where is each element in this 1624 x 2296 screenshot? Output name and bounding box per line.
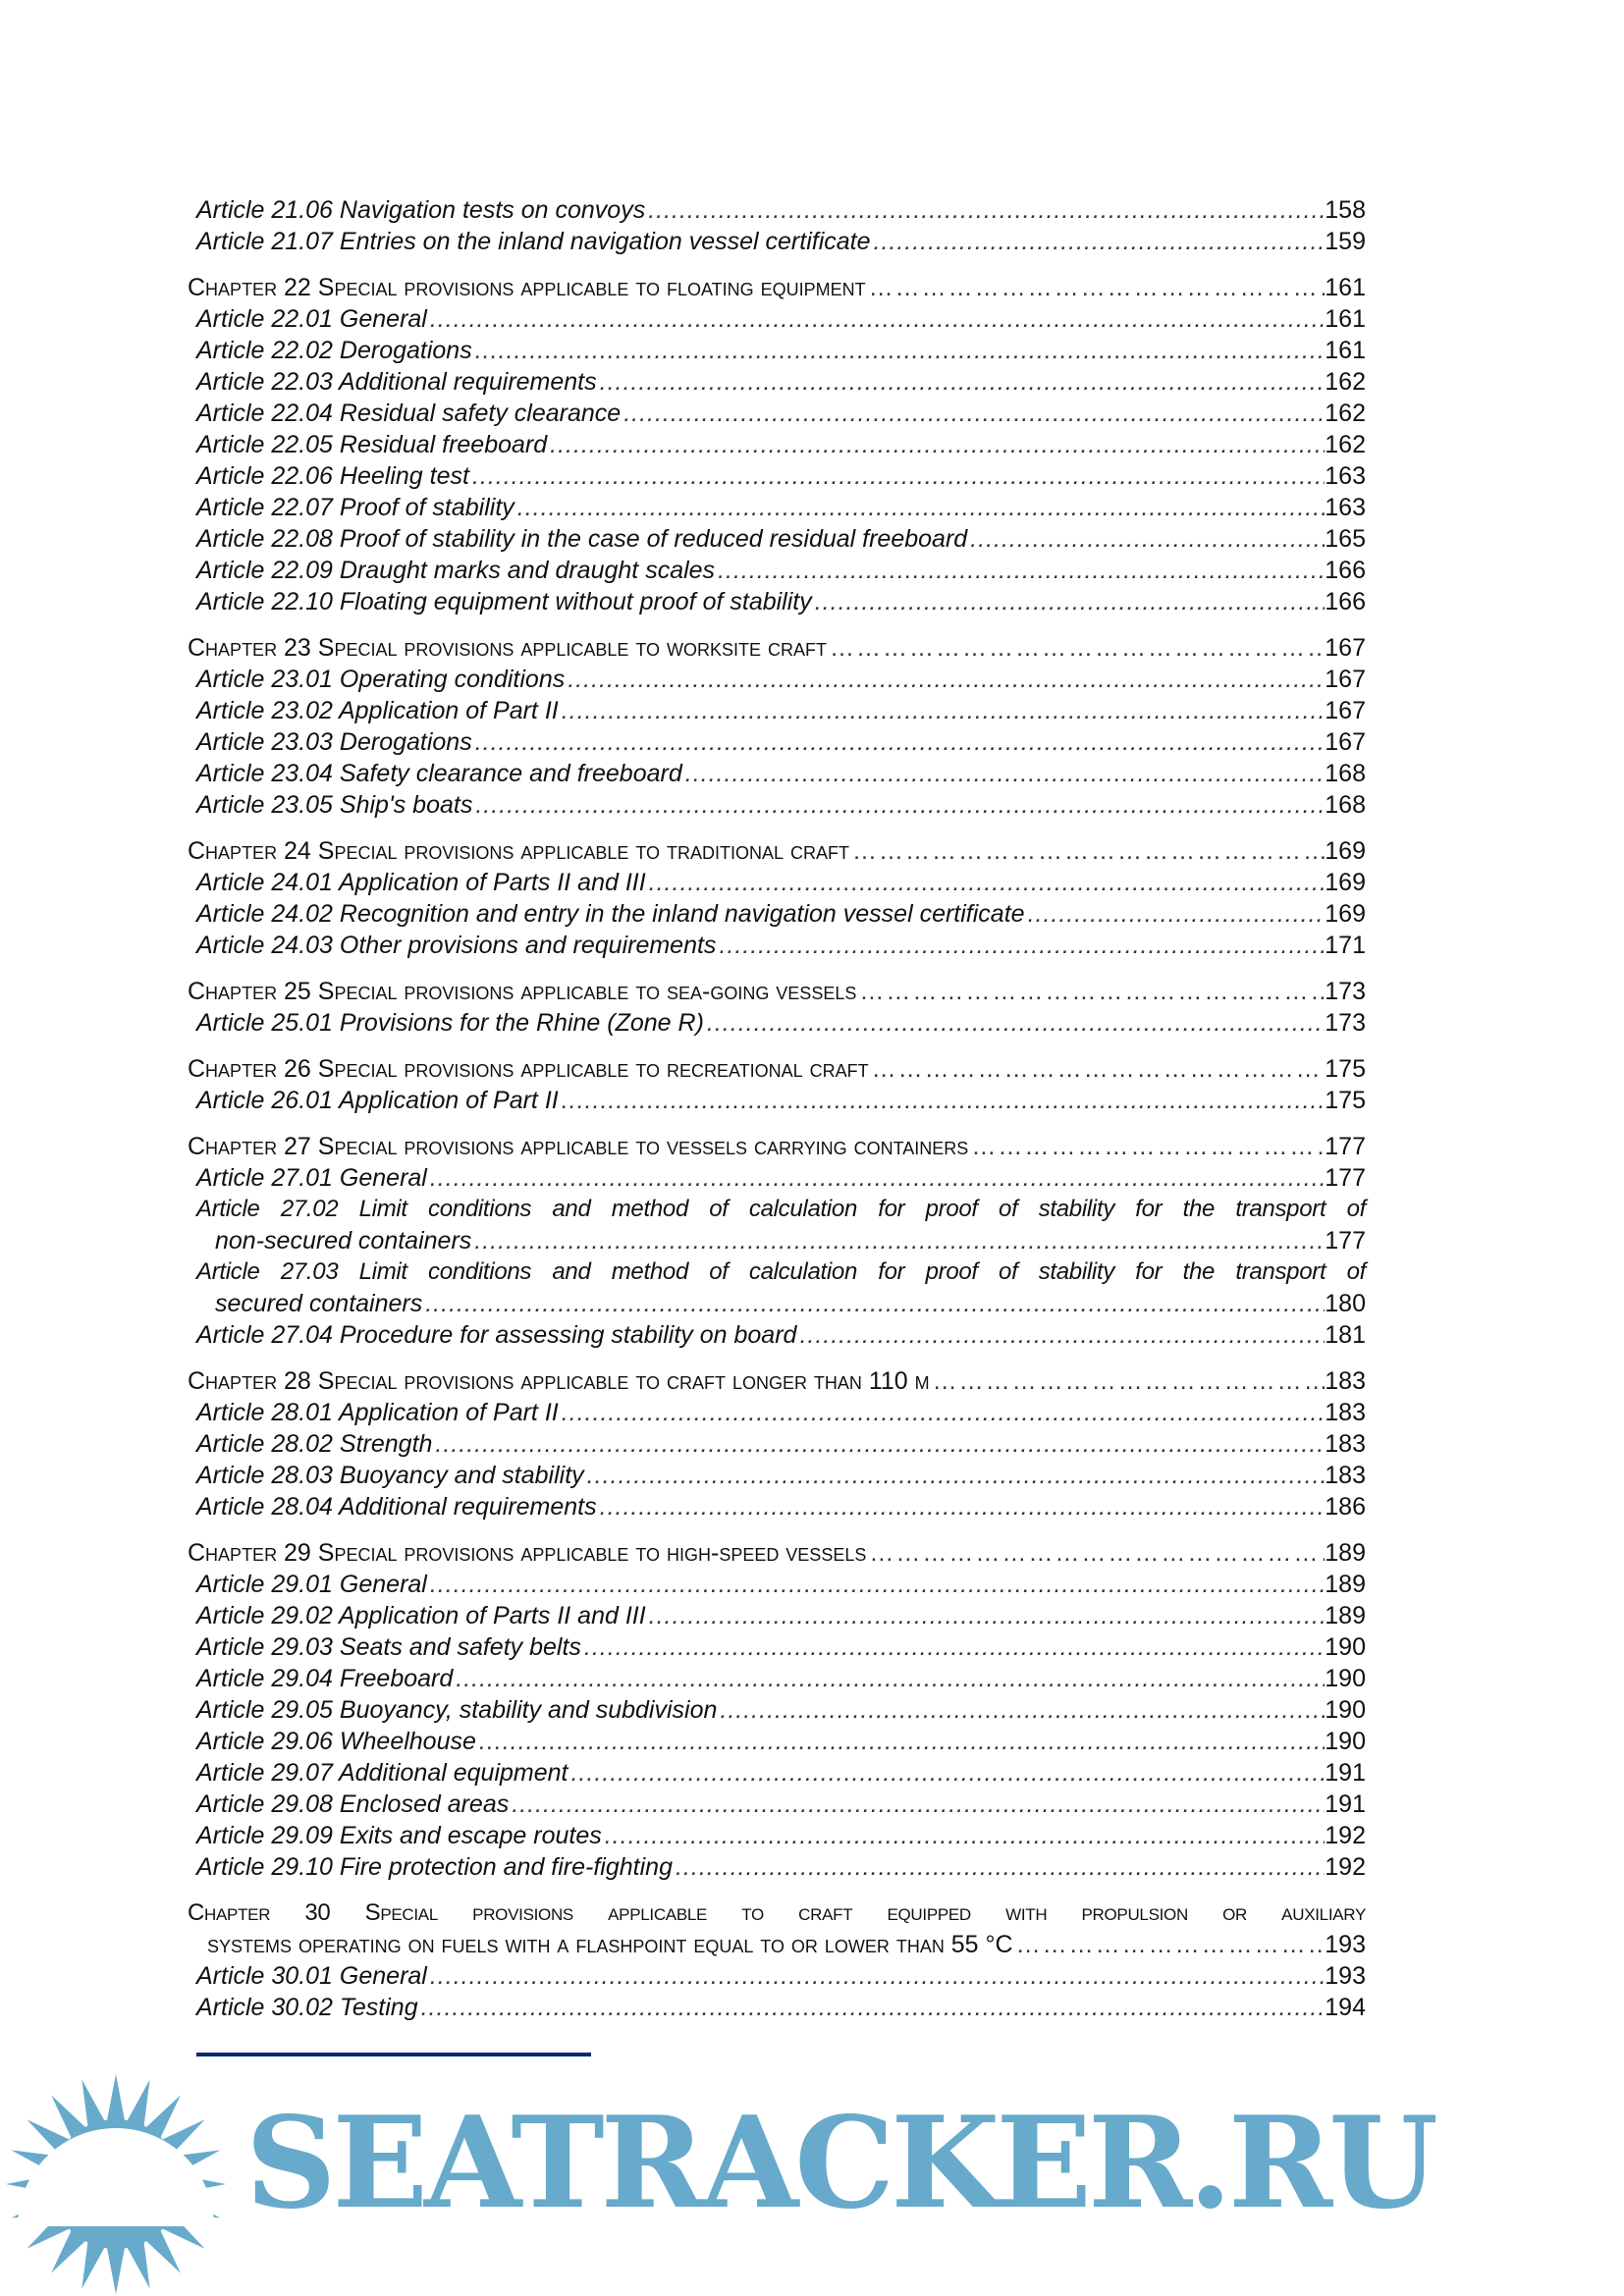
page-number: 163 bbox=[1325, 462, 1366, 490]
article-entry[interactable] bbox=[188, 586, 1366, 617]
dot-leader bbox=[796, 1319, 1325, 1351]
article-title: Article 28.01 Application of Part II bbox=[196, 1399, 559, 1426]
article-entry-continuation[interactable] bbox=[188, 1225, 1366, 1256]
chapter-entry[interactable] bbox=[188, 835, 1366, 867]
article-entry[interactable] bbox=[188, 1319, 1366, 1351]
chapter-entry[interactable] bbox=[188, 632, 1366, 664]
dot-leader bbox=[869, 1053, 1326, 1085]
chapter-entry[interactable] bbox=[188, 1365, 1366, 1397]
dot-leader bbox=[427, 1960, 1325, 1992]
dot-leader bbox=[871, 226, 1326, 257]
page-number: 173 bbox=[1325, 1009, 1366, 1037]
article-title: Article 22.08 Proof of stability in the case of reduced residual freeboard bbox=[196, 525, 968, 553]
article-title: Article 22.04 Residual safety clearance bbox=[196, 400, 622, 427]
article-title: Article 29.04 Freeboard bbox=[196, 1665, 454, 1692]
article-title: Article 23.01 Operating conditions bbox=[196, 666, 566, 693]
page-number: 158 bbox=[1325, 196, 1366, 224]
article-title: Article 24.03 Other provisions and requirements bbox=[196, 932, 717, 959]
page-number: 163 bbox=[1325, 494, 1366, 521]
article-title: Article 23.04 Safety clearance and freeboard bbox=[196, 760, 682, 787]
page-number: 190 bbox=[1325, 1665, 1366, 1692]
chapter-entry[interactable] bbox=[188, 1537, 1366, 1569]
article-title: Article 23.05 Ship's boats bbox=[196, 791, 473, 819]
dot-leader bbox=[427, 1569, 1325, 1600]
article-entry[interactable] bbox=[188, 1569, 1366, 1600]
article-title: Article 26.01 Application of Part II bbox=[196, 1087, 559, 1114]
page-number: 168 bbox=[1325, 760, 1366, 787]
page-number: 183 bbox=[1325, 1462, 1366, 1489]
article-entry[interactable] bbox=[188, 1460, 1366, 1491]
page-number: 189 bbox=[1325, 1602, 1366, 1629]
article-entry[interactable] bbox=[188, 460, 1366, 492]
article-entry[interactable] bbox=[188, 1428, 1366, 1460]
chapter-title: Chapter 22 Special provisions applicable to floating equipment bbox=[188, 274, 866, 301]
article-title-continuation: non-secured containers bbox=[215, 1227, 472, 1255]
chapter-title: Chapter 26 Special provisions applicable to recreational craft bbox=[188, 1055, 869, 1083]
chapter-entry[interactable] bbox=[188, 976, 1366, 1007]
page-number: 175 bbox=[1325, 1087, 1366, 1114]
dot-leader bbox=[849, 835, 1325, 867]
article-entry[interactable] bbox=[188, 726, 1366, 758]
page-number: 161 bbox=[1325, 305, 1366, 333]
page-number: 171 bbox=[1325, 932, 1366, 959]
dot-leader bbox=[514, 492, 1326, 523]
article-title: Article 29.03 Seats and safety belts bbox=[196, 1633, 581, 1661]
article-entry[interactable] bbox=[188, 1491, 1366, 1522]
dot-leader bbox=[427, 1162, 1325, 1194]
chapter-title-continuation: systems operating on fuels with a flashpoint equal to or lower than 55 °C bbox=[207, 1931, 1013, 1958]
page-number: 161 bbox=[1325, 274, 1366, 301]
chapter-title: Chapter 30 Special provisions applicable to craft equipped with propulsion or auxiliary bbox=[188, 1899, 1366, 1926]
article-entry[interactable] bbox=[188, 1600, 1366, 1631]
article-title: Article 29.10 Fire protection and fire-fighting bbox=[196, 1853, 673, 1881]
page-number: 167 bbox=[1325, 634, 1366, 662]
page-number: 193 bbox=[1325, 1962, 1366, 1990]
article-entry[interactable] bbox=[188, 1820, 1366, 1851]
page-number: 162 bbox=[1325, 368, 1366, 396]
article-title: Article 29.05 Buoyancy, stability and subdivision bbox=[196, 1696, 718, 1724]
article-title: Article 24.01 Application of Parts II and III bbox=[196, 869, 646, 896]
article-title: Article 29.07 Additional equipment bbox=[196, 1759, 568, 1787]
page-number: 175 bbox=[1325, 1055, 1366, 1083]
dot-leader bbox=[1013, 1929, 1326, 1960]
article-title: Article 23.02 Application of Part II bbox=[196, 697, 559, 724]
article-title: Article 22.02 Derogations bbox=[196, 337, 472, 364]
dot-leader bbox=[682, 758, 1326, 789]
page-number: 191 bbox=[1325, 1759, 1366, 1787]
page-number: 169 bbox=[1325, 869, 1366, 896]
article-title: Article 29.06 Wheelhouse bbox=[196, 1728, 476, 1755]
dot-leader bbox=[453, 1663, 1325, 1694]
article-title: Article 27.04 Procedure for assessing stability on board bbox=[196, 1321, 797, 1349]
dot-leader bbox=[717, 1694, 1325, 1726]
article-entry[interactable] bbox=[188, 1162, 1366, 1194]
page-number: 168 bbox=[1325, 791, 1366, 819]
dot-leader bbox=[469, 460, 1325, 492]
page-number: 169 bbox=[1325, 837, 1366, 865]
footnote-separator bbox=[196, 2053, 591, 2056]
article-entry[interactable] bbox=[188, 867, 1366, 898]
article-entry[interactable] bbox=[188, 366, 1366, 398]
page-number: 183 bbox=[1325, 1399, 1366, 1426]
article-title: Article 28.03 Buoyancy and stability bbox=[196, 1462, 584, 1489]
page-number: 162 bbox=[1325, 431, 1366, 458]
dot-leader bbox=[1025, 898, 1326, 930]
article-title: Article 21.06 Navigation tests on convoys bbox=[196, 196, 646, 224]
page-number: 189 bbox=[1325, 1539, 1366, 1567]
page-number: 161 bbox=[1325, 337, 1366, 364]
article-entry[interactable] bbox=[188, 758, 1366, 789]
article-entry[interactable] bbox=[188, 1694, 1366, 1726]
page-number: 177 bbox=[1325, 1227, 1366, 1255]
watermark-logo: SEATRACKER.RU bbox=[245, 2090, 1435, 2237]
page-number: 190 bbox=[1325, 1728, 1366, 1755]
dot-leader bbox=[856, 976, 1325, 1007]
dot-leader bbox=[967, 523, 1325, 555]
article-entry[interactable] bbox=[188, 695, 1366, 726]
page-number: 166 bbox=[1325, 557, 1366, 584]
article-title: Article 30.01 General bbox=[196, 1962, 427, 1990]
page-number: 194 bbox=[1325, 1994, 1366, 2021]
article-entry[interactable] bbox=[188, 1789, 1366, 1820]
chapter-title: Chapter 24 Special provisions applicable to traditional craft bbox=[188, 837, 849, 865]
dot-leader bbox=[597, 366, 1326, 398]
page-number: 162 bbox=[1325, 400, 1366, 427]
article-entry[interactable] bbox=[188, 1992, 1366, 2023]
dot-leader bbox=[565, 664, 1325, 695]
page-number: 189 bbox=[1325, 1571, 1366, 1598]
page-number: 167 bbox=[1325, 666, 1366, 693]
article-entry[interactable] bbox=[188, 1757, 1366, 1789]
article-entry[interactable] bbox=[188, 789, 1366, 821]
chapter-entry[interactable] bbox=[188, 272, 1366, 303]
article-title: Article 24.02 Recognition and entry in the inland navigation vessel certificate bbox=[196, 900, 1025, 928]
article-entry[interactable] bbox=[188, 898, 1366, 930]
dot-leader bbox=[568, 1757, 1325, 1789]
article-title: Article 21.07 Entries on the inland navigation vessel certificate bbox=[196, 228, 871, 255]
article-entry[interactable] bbox=[188, 1007, 1366, 1039]
article-entry[interactable] bbox=[188, 1397, 1366, 1428]
page-number: 192 bbox=[1325, 1822, 1366, 1849]
page-number: 167 bbox=[1325, 697, 1366, 724]
article-title: Article 25.01 Provisions for the Rhine (Zone R) bbox=[196, 1009, 704, 1037]
dot-leader bbox=[812, 586, 1326, 617]
dot-leader bbox=[432, 1428, 1325, 1460]
dot-leader bbox=[427, 303, 1325, 335]
article-title: Article 22.06 Heeling test bbox=[196, 462, 469, 490]
article-title: Article 29.08 Enclosed areas bbox=[196, 1790, 510, 1818]
page-number: 190 bbox=[1325, 1633, 1366, 1661]
article-entry[interactable] bbox=[188, 555, 1366, 586]
dot-leader bbox=[602, 1820, 1326, 1851]
article-entry[interactable] bbox=[188, 1726, 1366, 1757]
article-entry[interactable] bbox=[188, 303, 1366, 335]
dot-leader bbox=[645, 194, 1325, 226]
page-number: 173 bbox=[1325, 978, 1366, 1005]
dot-leader bbox=[673, 1851, 1325, 1883]
dot-leader bbox=[584, 1460, 1326, 1491]
article-title: Article 28.02 Strength bbox=[196, 1430, 433, 1458]
page-number: 186 bbox=[1325, 1493, 1366, 1521]
chapter-title: Chapter 23 Special provisions applicable to worksite craft bbox=[188, 634, 827, 662]
page-number: 165 bbox=[1325, 525, 1366, 553]
chapter-title: Chapter 29 Special provisions applicable to high-speed vessels bbox=[188, 1539, 867, 1567]
dot-leader bbox=[547, 429, 1325, 460]
article-title: Article 27.01 General bbox=[196, 1164, 427, 1192]
dot-leader bbox=[472, 335, 1326, 366]
article-title: Article 30.02 Testing bbox=[196, 1994, 418, 2021]
article-entry[interactable] bbox=[188, 1851, 1366, 1883]
page-number: 169 bbox=[1325, 900, 1366, 928]
article-title: Article 22.07 Proof of stability bbox=[196, 494, 514, 521]
article-entry[interactable] bbox=[188, 1194, 1366, 1225]
page-number: 181 bbox=[1325, 1321, 1366, 1349]
article-title: Article 29.09 Exits and escape routes bbox=[196, 1822, 602, 1849]
article-title: Article 29.01 General bbox=[196, 1571, 427, 1598]
page-number: 177 bbox=[1325, 1164, 1366, 1192]
article-title: Article 27.02 Limit conditions and method of calculation for proof of stability for the transport of bbox=[196, 1196, 1366, 1222]
chapter-title: Chapter 28 Special provisions applicable to craft longer than 110 m bbox=[188, 1367, 930, 1395]
article-entry[interactable] bbox=[188, 1085, 1366, 1116]
article-title: Article 29.02 Application of Parts II and III bbox=[196, 1602, 646, 1629]
dot-leader bbox=[716, 930, 1325, 961]
article-entry[interactable] bbox=[188, 1631, 1366, 1663]
dot-leader bbox=[715, 555, 1325, 586]
article-entry[interactable] bbox=[188, 1960, 1366, 1992]
article-entry[interactable] bbox=[188, 429, 1366, 460]
article-title: Article 27.03 Limit conditions and method of calculation for proof of stability for the transport of bbox=[196, 1258, 1366, 1285]
article-title: Article 23.03 Derogations bbox=[196, 728, 472, 756]
page-number: 192 bbox=[1325, 1853, 1366, 1881]
dot-leader bbox=[646, 1600, 1326, 1631]
dot-leader bbox=[471, 1225, 1325, 1256]
article-title: Article 22.03 Additional requirements bbox=[196, 368, 597, 396]
article-title: Article 22.09 Draught marks and draught scales bbox=[196, 557, 716, 584]
chapter-title: Chapter 27 Special provisions applicable to vessels carrying containers bbox=[188, 1133, 969, 1160]
page-number: 183 bbox=[1325, 1430, 1366, 1458]
page-number: 166 bbox=[1325, 588, 1366, 615]
article-title-continuation: secured containers bbox=[215, 1290, 423, 1317]
chapter-entry[interactable] bbox=[188, 1053, 1366, 1085]
dot-leader bbox=[559, 1397, 1326, 1428]
dot-leader bbox=[646, 867, 1326, 898]
article-entry[interactable] bbox=[188, 1256, 1366, 1288]
article-entry[interactable] bbox=[188, 1663, 1366, 1694]
dot-leader bbox=[827, 632, 1325, 664]
dot-leader bbox=[472, 789, 1325, 821]
article-title: Article 28.04 Additional requirements bbox=[196, 1493, 597, 1521]
article-entry[interactable] bbox=[188, 398, 1366, 429]
article-entry[interactable] bbox=[188, 226, 1366, 257]
chapter-entry[interactable] bbox=[188, 1131, 1366, 1162]
page-number: 190 bbox=[1325, 1696, 1366, 1724]
dot-leader bbox=[597, 1491, 1326, 1522]
dot-leader bbox=[559, 1085, 1326, 1116]
page-number: 193 bbox=[1325, 1931, 1366, 1958]
article-entry[interactable] bbox=[188, 930, 1366, 961]
dot-leader bbox=[559, 695, 1326, 726]
article-title: Article 22.01 General bbox=[196, 305, 427, 333]
page-number: 159 bbox=[1325, 228, 1366, 255]
page-number: 183 bbox=[1325, 1367, 1366, 1395]
article-title: Article 22.10 Floating equipment without proof of stability bbox=[196, 588, 812, 615]
dot-leader bbox=[866, 272, 1326, 303]
page-number: 180 bbox=[1325, 1290, 1366, 1317]
page-number: 167 bbox=[1325, 728, 1366, 756]
chapter-entry-continuation[interactable] bbox=[188, 1929, 1366, 1960]
dot-leader bbox=[968, 1131, 1325, 1162]
article-entry[interactable] bbox=[188, 492, 1366, 523]
chapter-entry[interactable] bbox=[188, 1897, 1366, 1929]
dot-leader bbox=[930, 1365, 1326, 1397]
dot-leader bbox=[581, 1631, 1325, 1663]
table-of-contents bbox=[188, 194, 1366, 2023]
dot-leader bbox=[621, 398, 1325, 429]
dot-leader bbox=[418, 1992, 1326, 2023]
article-entry[interactable] bbox=[188, 335, 1366, 366]
chapter-title: Chapter 25 Special provisions applicable to sea-going vessels bbox=[188, 978, 857, 1005]
article-title: Article 22.05 Residual freeboard bbox=[196, 431, 548, 458]
article-entry[interactable] bbox=[188, 664, 1366, 695]
dot-leader bbox=[866, 1537, 1325, 1569]
article-entry-continuation[interactable] bbox=[188, 1288, 1366, 1319]
dot-leader bbox=[476, 1726, 1325, 1757]
page-number: 177 bbox=[1325, 1133, 1366, 1160]
dot-leader bbox=[704, 1007, 1325, 1039]
dot-leader bbox=[472, 726, 1326, 758]
article-entry[interactable] bbox=[188, 523, 1366, 555]
article-entry[interactable] bbox=[188, 194, 1366, 226]
dot-leader bbox=[509, 1789, 1325, 1820]
dot-leader bbox=[422, 1288, 1325, 1319]
page-number: 191 bbox=[1325, 1790, 1366, 1818]
